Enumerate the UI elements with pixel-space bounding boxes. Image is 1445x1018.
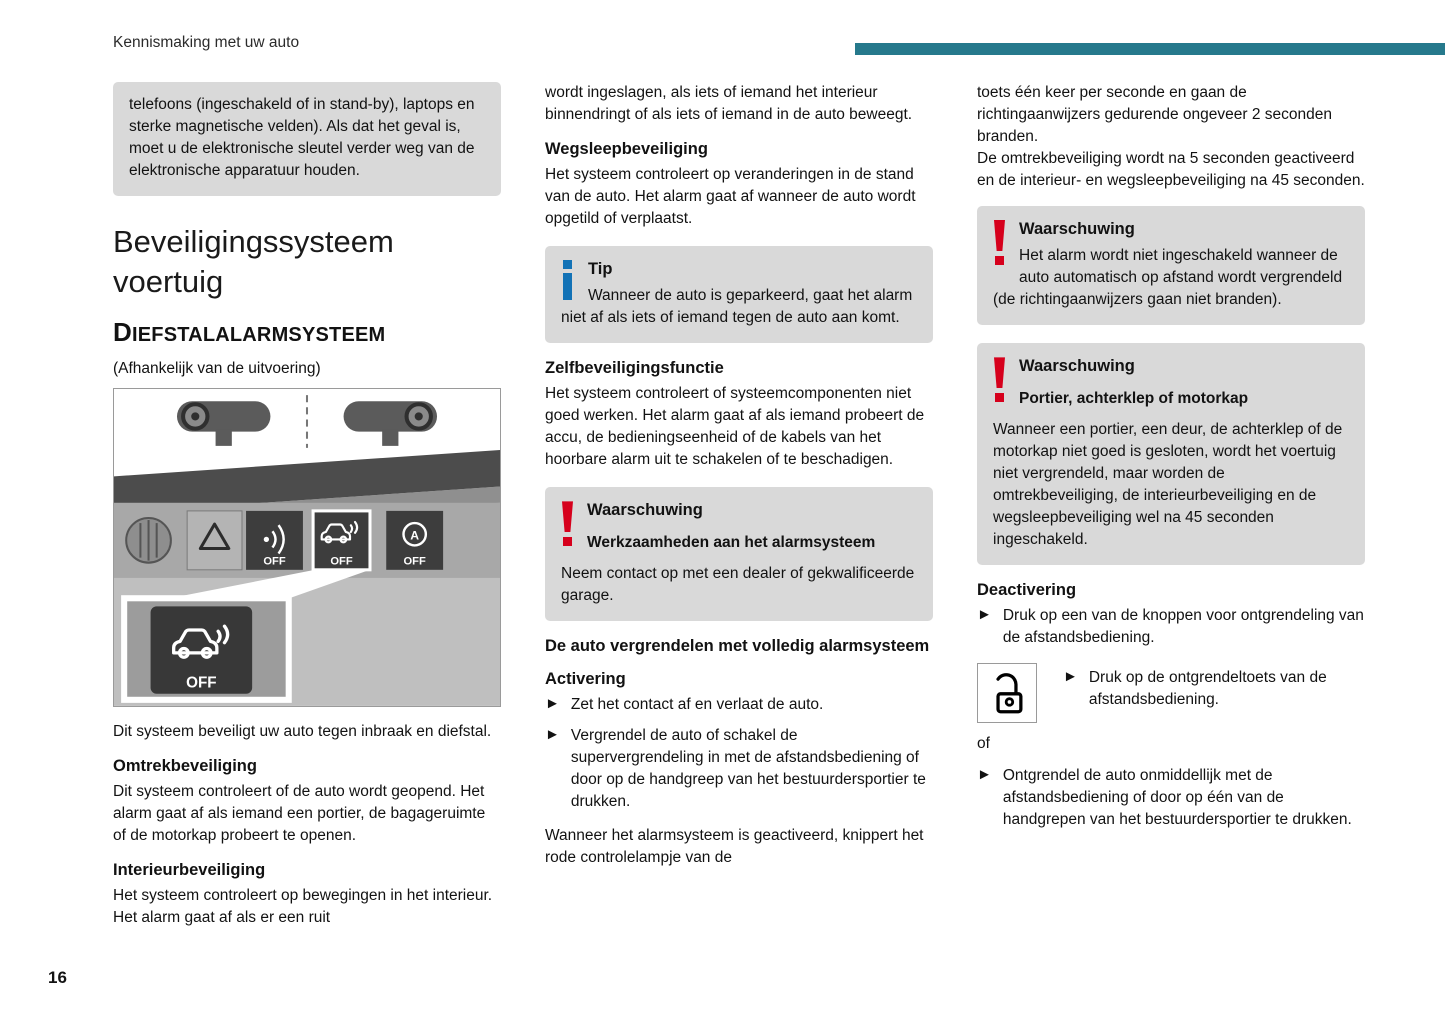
- column-3: [977, 82, 1365, 939]
- tip-title: Tip: [588, 260, 613, 278]
- paragraph: Het systeem controleert of systeemcomponenten niet goed werken. Het alarm gaat af als iemand probeert de accu, de bedieningseenheid of de kabels van het hoorbare alarm uit te schakelen of te beschadigen.: [545, 385, 925, 469]
- note-text: telefoons (ingeschakeld of in stand-by), laptops en sterke magnetische velden). Als dat het geval is, moet u de elektronische sleutel verder weg van de elektronische apparatuur houden.: [129, 96, 475, 179]
- heading-deactivering: Deactivering: [977, 580, 1077, 599]
- header-accent-bar: [855, 43, 1445, 55]
- list-item: [1063, 667, 1365, 711]
- bullet-text: Druk op een van de knoppen voor ontgrendeling van de afstandsbediening.: [1002, 606, 1364, 646]
- variant-note: (Afhankelijk van de uitvoering): [113, 359, 321, 377]
- column-1: [113, 82, 501, 939]
- list-item: [545, 725, 933, 813]
- warning-icon: [993, 357, 1007, 409]
- warning-title: Waarschuwing: [587, 501, 703, 520]
- bullet-arrow-icon: ►: [977, 605, 992, 623]
- paragraph: Dit systeem controleert of de auto wordt geopend. Het alarm gaat af als iemand een portier, de bagageruimte of de motorkap probeert te openen.: [113, 782, 486, 844]
- heading-vergrendelen: De auto vergrendelen met volledig alarmsysteem: [545, 636, 930, 655]
- warning-title: Waarschuwing: [1019, 220, 1135, 238]
- list-item: [977, 765, 1365, 831]
- paragraph: Het systeem controleert op bewegingen in het interieur. Het alarm gaat af als er een ruit: [113, 886, 493, 926]
- bullet-text: Vergrendel de auto of schakel de supervergrendeling in met de afstandsbediening of door op de handgreep van het bestuurdersportier te drukken.: [570, 726, 926, 810]
- bullet-text: Zet het contact af en verlaat de auto.: [570, 695, 824, 713]
- tip-text: Wanneer de auto is geparkeerd, gaat het alarm niet af als iets of iemand tegen de auto aan komt.: [561, 287, 913, 327]
- warning-box: [977, 343, 1365, 564]
- warning-subtitle: Portier, achterklep of motorkap: [1019, 389, 1249, 407]
- page-number: 16: [48, 968, 67, 987]
- bullet-arrow-icon: ►: [545, 694, 560, 712]
- interior-monitor-off-button: [246, 510, 303, 569]
- warning-text: Het alarm wordt niet ingeschakeld wanneer de auto automatisch op afstand wordt vergrendeld (de richtingaanwijzers gaan niet branden).: [993, 247, 1343, 309]
- paragraph: De omtrekbeveiliging wordt na 5 seconden geactiveerd en de interieur- en wegsleepbeveiliging na 45 seconden.: [977, 150, 1365, 189]
- paragraph: toets één keer per seconde en gaan de richtingaanwijzers gedurende ongeveer 2 seconden branden.: [977, 84, 1333, 145]
- off-label: OFF: [330, 555, 353, 568]
- bullet-arrow-icon: ►: [1063, 667, 1078, 685]
- off-label: OFF: [186, 674, 217, 692]
- warning-text: Neem contact op met een dealer of gekwalificeerde garage.: [561, 564, 915, 604]
- warning-box: [977, 206, 1365, 325]
- paragraph: Wanneer het alarmsysteem is geactiveerd, knippert het rode controlelampje van de: [545, 826, 924, 866]
- list-item: [545, 694, 933, 716]
- bullet-arrow-icon: ►: [977, 765, 992, 783]
- warning-box: [545, 487, 933, 620]
- heading-wegsleepbeveiliging: Wegsleepbeveiliging: [545, 140, 708, 158]
- heading-zelfbeveiligingsfunctie: Zelfbeveiligingsfunctie: [545, 359, 724, 378]
- section-title: DIEFSTALALARMSYSTEEM: [113, 316, 386, 347]
- auto-label: A: [410, 527, 420, 542]
- page-title: Beveiligingssysteem voertuig: [113, 224, 394, 300]
- bullet-arrow-icon: ►: [545, 725, 560, 743]
- heading-interieurbeveiliging: Interieurbeveiliging: [113, 860, 266, 879]
- paragraph: wordt ingeslagen, als iets of iemand het interieur binnendringt of als iets of iemand in de auto beweegt.: [545, 84, 913, 123]
- note-box: [113, 82, 501, 196]
- magnified-inset: [124, 598, 289, 700]
- heading-activering: Activering: [545, 669, 626, 688]
- bullet-text: Druk op de ontgrendeltoets van de afstandsbediening.: [1088, 668, 1327, 708]
- info-icon: [561, 260, 576, 304]
- warning-title: Waarschuwing: [1019, 357, 1135, 376]
- unlock-icon-box: [977, 663, 1037, 723]
- off-label: OFF: [403, 555, 426, 568]
- content-columns: [113, 82, 1365, 939]
- warning-text: Wanneer een portier, een deur, de achterklep of de motorkap niet goed is gesloten, wordt het voertuig niet vergrendeld, maar worden de omtrekbeveiliging, de interieurbeveiliging en de wegsleepbeveiliging wel na 45 seconden ingeschakeld.: [993, 420, 1343, 548]
- alarm-button-illustration: [113, 388, 501, 707]
- breadcrumb: Kennismaking met uw auto: [113, 34, 300, 51]
- heading-omtrekbeveiliging: Omtrekbeveiliging: [113, 756, 257, 775]
- warning-icon: [993, 220, 1007, 272]
- unlock-instruction-row: [977, 663, 1365, 723]
- or-text: of: [977, 734, 990, 752]
- column-2: [545, 82, 933, 939]
- tip-box: [545, 246, 933, 343]
- bullet-text: Ontgrendel de auto onmiddellijk met de afstandsbediening of door op één van de handgrepen van het bestuurdersportier te drukken.: [1002, 766, 1352, 828]
- alarm-off-button: [313, 510, 370, 569]
- list-item: [977, 605, 1365, 649]
- off-label: OFF: [263, 555, 286, 568]
- start-stop-off-button: [386, 510, 443, 569]
- warning-icon: [561, 501, 575, 553]
- warning-subtitle: Werkzaamheden aan het alarmsysteem: [587, 533, 876, 551]
- unlock-icon: [985, 671, 1029, 715]
- paragraph: Het systeem controleert op veranderingen in de stand van de auto. Het alarm gaat af wanneer de auto wordt opgetild of verplaatst.: [545, 166, 916, 227]
- figure-caption: Dit systeem beveiligt uw auto tegen inbraak en diefstal.: [113, 722, 492, 740]
- hazard-button: [187, 510, 242, 569]
